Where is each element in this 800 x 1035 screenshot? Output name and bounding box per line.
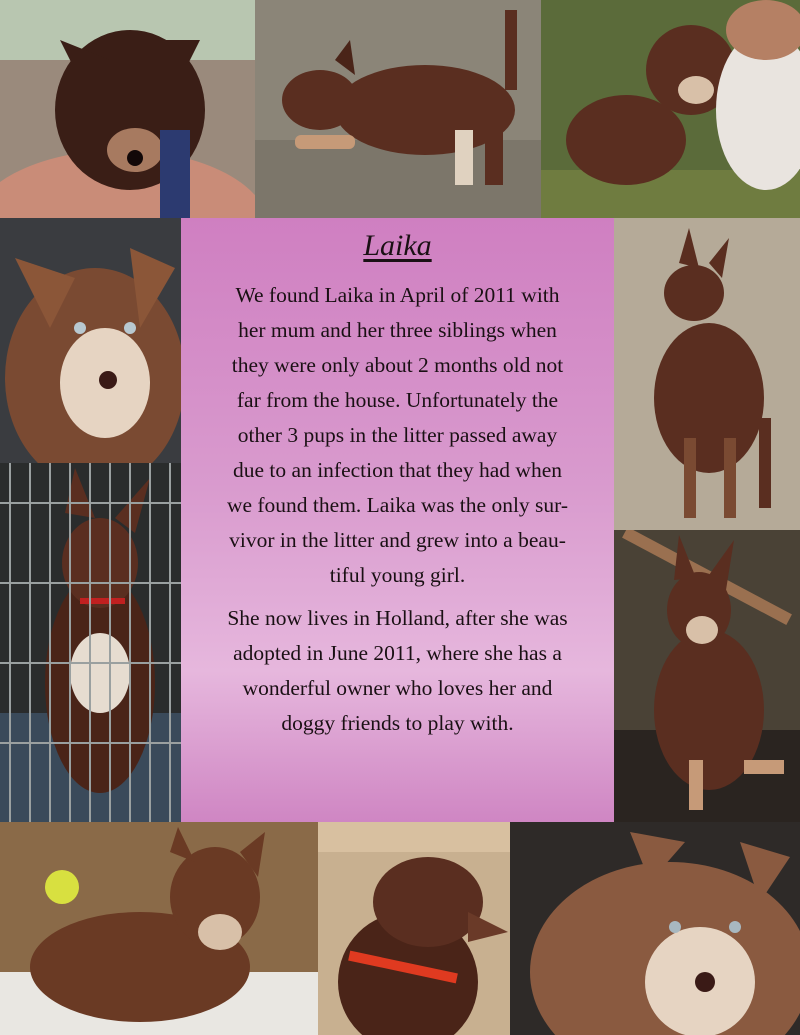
photo-puppy-sitting-by-fence xyxy=(614,530,800,822)
photo-puppy-play-bow xyxy=(255,0,541,218)
photo-puppy-with-red-collar xyxy=(318,822,510,1035)
photo-puppy-face-closeup xyxy=(0,218,181,463)
photo-puppies-with-husky xyxy=(541,0,800,218)
story-line: due to an infection that they had when xyxy=(233,458,562,482)
story-line: far from the house. Unfortunately the xyxy=(236,388,559,412)
photo-puppy-lying-on-blanket xyxy=(0,822,318,1035)
story-title: Laika xyxy=(363,229,432,262)
story-line: tiful young girl. xyxy=(329,563,466,587)
story-paragraph-2 xyxy=(189,601,606,741)
story-line: other 3 pups in the litter passed away xyxy=(237,423,558,447)
story-line: her mum and her three siblings when xyxy=(238,318,557,342)
photo-puppy-held-in-arms xyxy=(0,0,255,218)
story-panel xyxy=(181,218,614,822)
photo-puppy-standing-gravel xyxy=(614,218,800,530)
story-line: they were only about 2 months old not xyxy=(231,353,564,377)
story-line: vivor in the litter and grew into a beau- xyxy=(229,528,566,552)
story-line: doggy friends to play with. xyxy=(281,711,514,735)
story-line: adopted in June 2011, where she has a xyxy=(233,641,562,665)
story-line: She now lives in Holland, after she was xyxy=(227,606,568,630)
photo-puppy-face-closeup-bottom xyxy=(510,822,800,1035)
story-paragraph-1 xyxy=(189,278,606,593)
story-line: We found Laika in April of 2011 with xyxy=(235,283,560,307)
photo-puppy-in-crate xyxy=(0,463,181,822)
story-line: we found them. Laika was the only sur- xyxy=(226,493,569,517)
story-line: wonderful owner who loves her and xyxy=(242,676,553,700)
